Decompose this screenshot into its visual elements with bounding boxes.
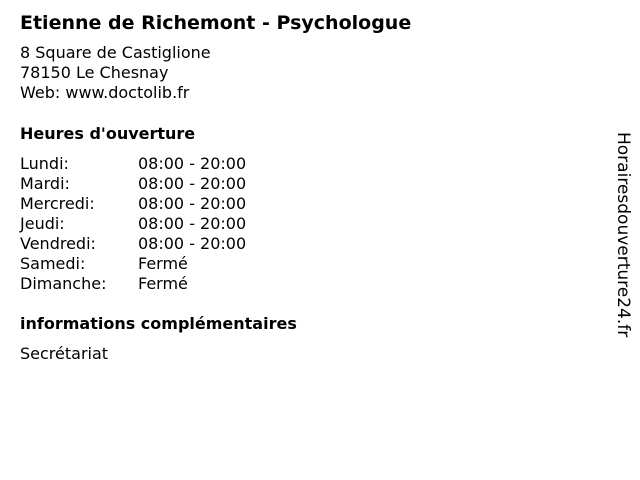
additional-info-heading: informations complémentaires [20,314,297,333]
day-label: Lundi: [20,154,69,173]
hours-value: 08:00 - 20:00 [138,154,247,173]
business-title: Etienne de Richemont - Psychologue [20,12,412,34]
day-label: Mardi: [20,174,70,193]
hours-value: 08:00 - 20:00 [138,194,247,213]
hours-value: 08:00 - 20:00 [138,174,247,193]
opening-hours-heading: Heures d'ouverture [20,124,196,143]
address-line-1: 8 Square de Castiglione [20,43,211,62]
additional-info-text: Secrétariat [20,344,109,363]
day-label: Dimanche: [20,274,107,293]
vertical-brand-label [612,132,634,348]
website-line: Web: www.doctolib.fr [20,83,190,102]
day-label: Jeudi: [20,214,65,233]
hours-value: Fermé [138,254,188,273]
hours-value: 08:00 - 20:00 [138,214,247,233]
business-address-block [20,43,211,103]
hours-value: 08:00 - 20:00 [138,234,247,253]
brand-text: Horairesdouverture24.fr [613,132,633,338]
hours-value: Fermé [138,274,188,293]
day-label: Mercredi: [20,194,95,213]
day-label: Vendredi: [20,234,96,253]
day-label: Samedi: [20,254,86,273]
address-line-2: 78150 Le Chesnay [20,63,169,82]
